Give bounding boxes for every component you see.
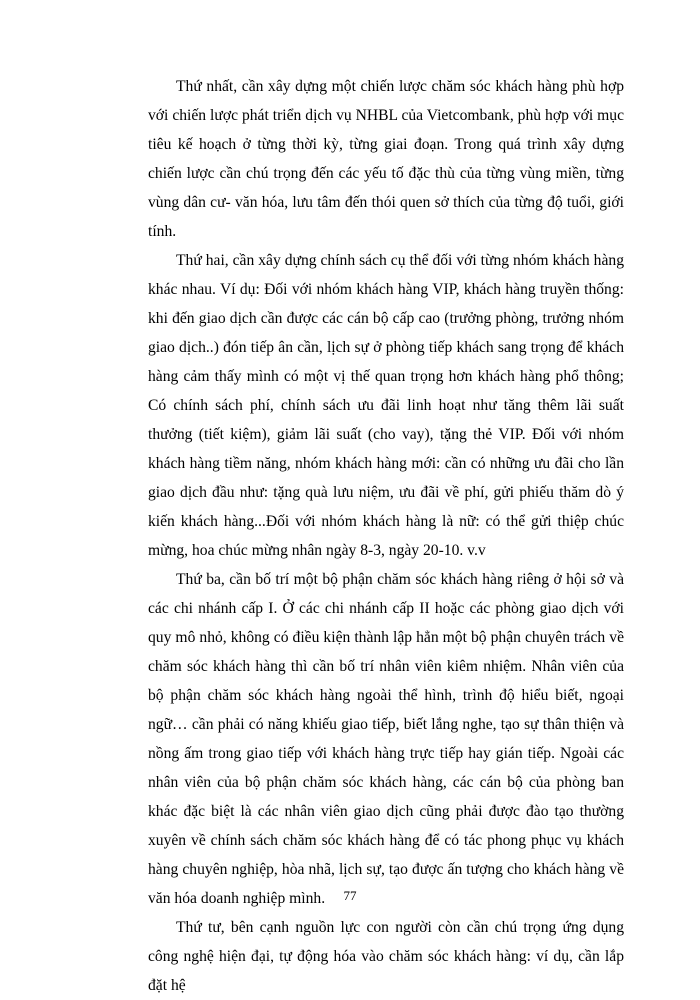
paragraph-fourth: Thứ tư, bên cạnh nguồn lực con người còn cần chú trọng ứng dụng công nghệ hiện đại, tự động hóa vào chăm sóc khách hàng: ví dụ, cần lắp đặt hệ	[148, 919, 624, 994]
paragraph-third: Thứ ba, cần bố trí một bộ phận chăm sóc khách hàng riêng ở hội sở và các chi nhánh cấp I. Ở các chi nhánh cấp II hoặc các phòng giao dịch với quy mô nhỏ, không có điều kiện thành lập hẳn một bộ phận chuyên trách về chăm sóc khách hàng thì cần bố trí nhân viên kiêm nhiệm. Nhân viên của bộ phận chăm sóc khách hàng ngoài thể hình, trình độ hiểu biết, ngoại ngữ… cần phải có năng khiếu giao tiếp, biết lắng nghe, tạo sự thân thiện và nồng ấm trong giao tiếp với khách hàng trực tiếp hay gián tiếp. Ngoài các nhân viên của bộ phận chăm sóc khách hàng, các cán bộ của phòng ban khác đặc biệt là các nhân viên giao dịch cũng phải được đào tạo thường xuyên về chính sách chăm sóc khách hàng để có tác phong phục vụ khách hàng chuyên nghiệp, hòa nhã, lịch sự, tạo được ấn tượng cho khách hàng về văn hóa doanh nghiệp mình.	[148, 571, 624, 907]
paragraph-first: Thứ nhất, cần xây dựng một chiến lược chăm sóc khách hàng phù hợp với chiến lược phát triển dịch vụ NHBL của Vietcombank, phù hợp với mục tiêu kế hoạch ở từng thời kỳ, từng giai đoạn. Trong quá trình xây dựng chiến lược cần chú trọng đến các yếu tố đặc thù của từng vùng miền, từng vùng dân cư- văn hóa, lưu tâm đến thói quen sở thích của từng độ tuổi, giới tính.	[148, 78, 624, 240]
page-number: 77	[343, 888, 357, 903]
paragraph-second: Thứ hai, cần xây dựng chính sách cụ thể đối với từng nhóm khách hàng khác nhau. Ví dụ: Đối với nhóm khách hàng VIP, khách hàng truyền thống: khi đến giao dịch cần được các cán bộ cấp cao (trưởng phòng, trưởng nhóm giao dịch..) đón tiếp ân cần, lịch sự ở phòng tiếp khách sang trọng để khách hàng cảm thấy mình có một vị thế quan trọng hơn khách hàng phổ thông; Có chính sách phí, chính sách ưu đãi linh hoạt như tăng thêm lãi suất thưởng (tiết kiệm), giảm lãi suất (cho vay), tặng thẻ VIP. Đối với nhóm khách hàng tiềm năng, nhóm khách hàng mới: cần có những ưu đãi cho lần giao dịch đầu như: tặng quà lưu niệm, ưu đãi về phí, gửi phiếu thăm dò ý kiến khách hàng...Đối với nhóm khách hàng là nữ: có thể gửi thiệp chúc mừng, hoa chúc mừng nhân ngày 8-3, ngày 20-10. v.v	[148, 252, 624, 559]
body-text	[148, 72, 624, 1000]
